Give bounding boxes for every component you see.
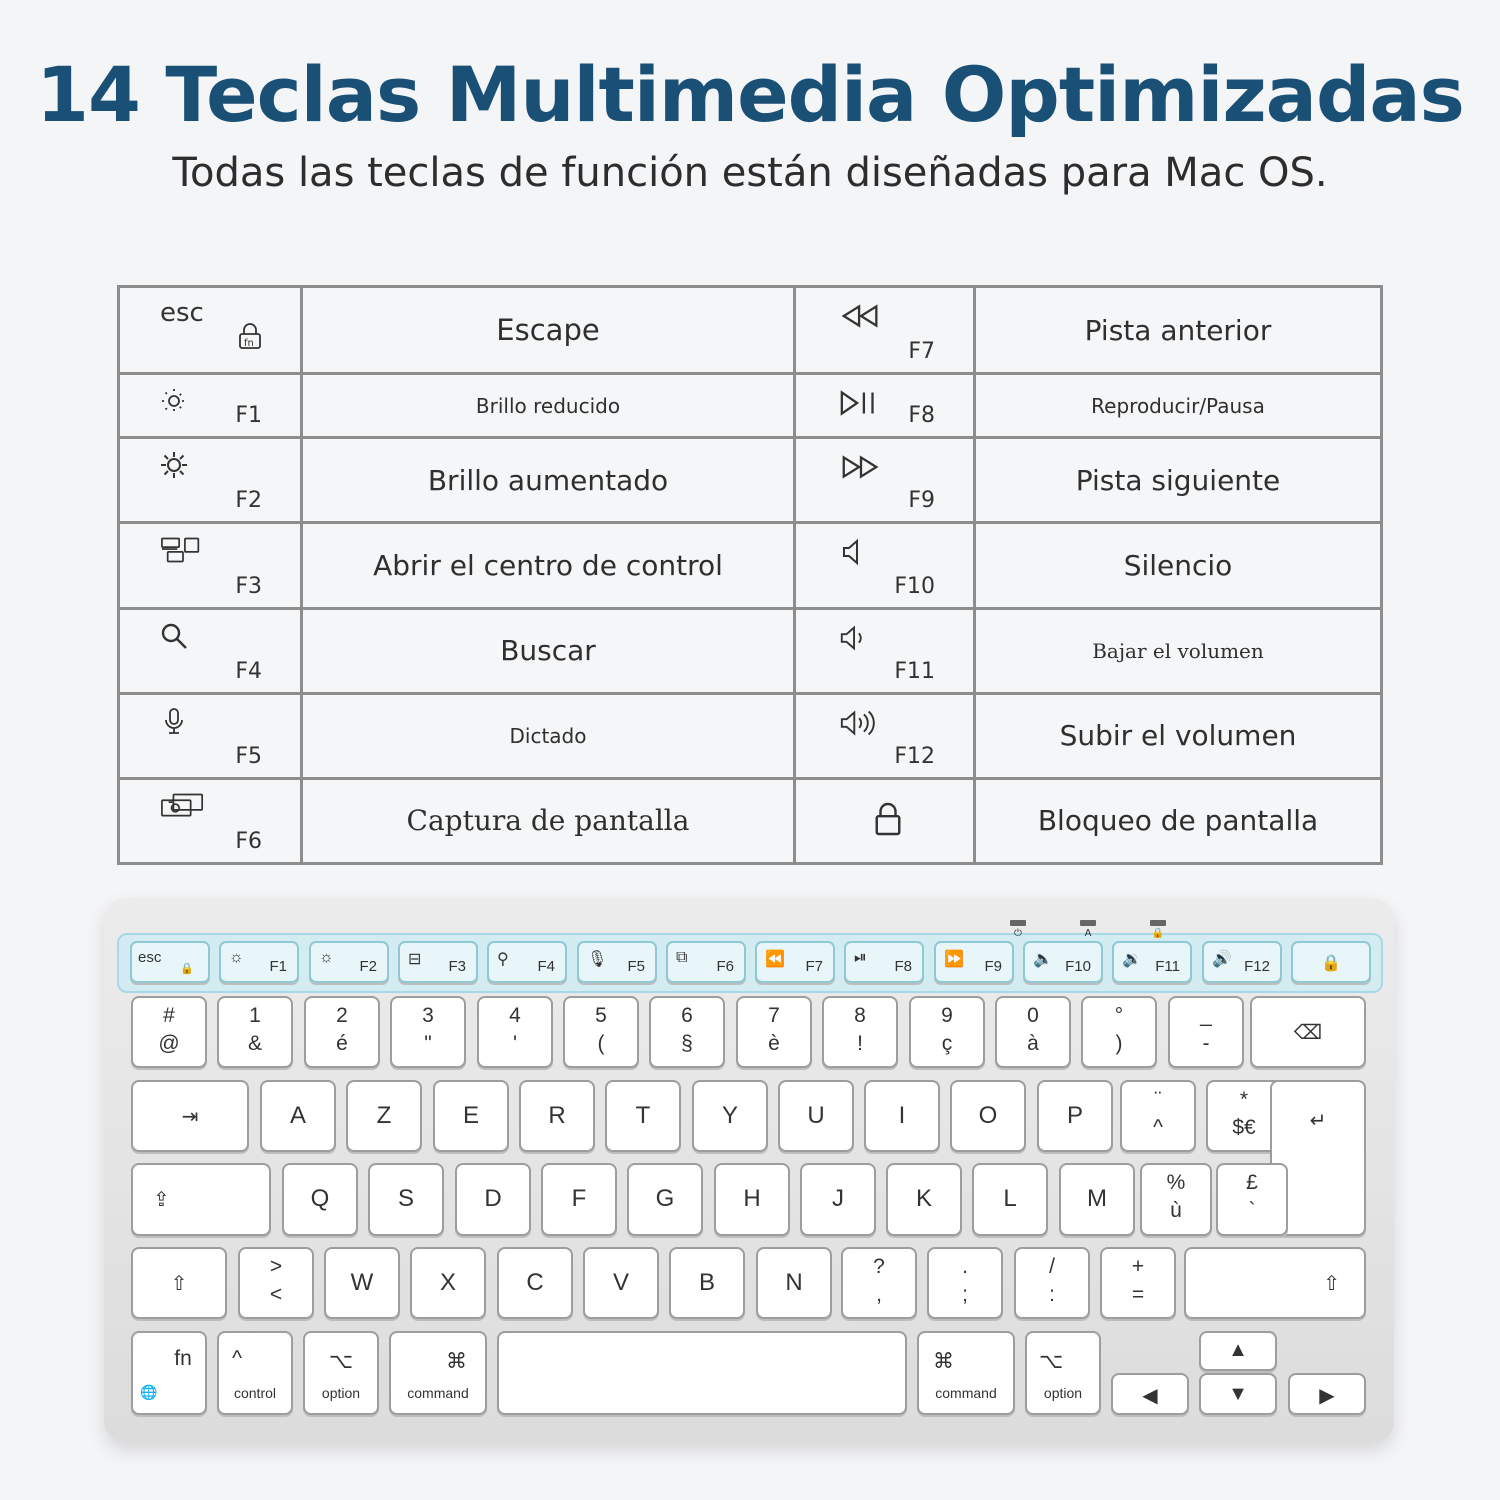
key-bottom-char: < <box>269 1283 283 1306</box>
key-U[interactable] <box>778 1080 854 1152</box>
key-label: F12 <box>894 743 935 769</box>
key-cell <box>119 778 302 863</box>
key-N[interactable] <box>756 1247 832 1319</box>
function-key-label: esc <box>138 949 162 966</box>
status-led <box>1150 920 1166 926</box>
function-key-label: F11 <box>1155 958 1180 975</box>
function-key-icon: ⊟ <box>408 951 422 968</box>
key-char: V <box>612 1269 629 1296</box>
function-key-label: F10 <box>1065 958 1091 975</box>
command-key-right[interactable] <box>917 1331 1015 1415</box>
description-text: Bloqueo de pantalla <box>1037 804 1319 838</box>
key-char: L <box>1003 1185 1017 1212</box>
key-less-greater[interactable] <box>238 1247 314 1319</box>
brightness-up-icon <box>160 451 188 479</box>
description-text: Silencio <box>1123 549 1233 583</box>
key-char: O <box>978 1102 998 1129</box>
function-key-icon: ⏪ <box>765 951 785 968</box>
key-top-char: 8 <box>854 1004 866 1027</box>
key-cell <box>119 523 302 608</box>
key-top-char: 0 <box>1027 1004 1039 1027</box>
function-table-row <box>119 438 1382 523</box>
key-D[interactable] <box>455 1163 531 1236</box>
description-text: Abrir el centro de control <box>373 549 723 583</box>
function-description <box>302 374 795 438</box>
key-char: C <box>526 1269 544 1296</box>
function-description <box>975 608 1382 693</box>
key-cell <box>795 523 975 608</box>
key-3[interactable] <box>390 996 466 1068</box>
status-led-label: 🔒 <box>1151 928 1165 939</box>
control-center-icon <box>160 536 188 564</box>
key-cell <box>119 374 302 438</box>
key-char: M <box>1087 1185 1107 1212</box>
fast-forward-icon <box>838 453 870 481</box>
description-text: Captura de pantalla <box>406 804 690 838</box>
command-label: command <box>935 1385 997 1401</box>
function-key-F3[interactable] <box>398 941 478 983</box>
key-label: F6 <box>235 829 262 854</box>
fn-label: fn <box>174 1347 192 1370</box>
key-top-char: 1 <box>249 1004 261 1027</box>
option-key[interactable] <box>303 1331 379 1415</box>
arrow-down-key[interactable] <box>1199 1373 1277 1415</box>
key-bottom-char: = <box>1131 1283 1145 1306</box>
description-text: Brillo reducido <box>475 393 621 418</box>
key-J[interactable] <box>800 1163 876 1236</box>
caps-lock-key[interactable] <box>131 1163 271 1236</box>
key-5[interactable] <box>563 996 639 1068</box>
key-char: H <box>743 1185 761 1212</box>
key-°[interactable] <box>1081 996 1157 1068</box>
fn-key[interactable] <box>131 1331 207 1415</box>
function-key-icon: ☼ <box>229 949 244 966</box>
key-char: U <box>807 1102 825 1129</box>
function-key-F10[interactable] <box>1023 941 1103 983</box>
function-description <box>975 523 1382 608</box>
key-bottom-char: ) <box>1115 1032 1123 1055</box>
function-key-F4[interactable] <box>487 941 567 983</box>
key-char: X <box>439 1269 456 1296</box>
key-R[interactable] <box>519 1080 595 1152</box>
key-top-char: # <box>163 1004 175 1027</box>
function-description <box>302 778 795 863</box>
key-7[interactable] <box>736 996 812 1068</box>
description-text: Brillo aumentado <box>427 463 669 497</box>
key-label: F10 <box>894 573 935 599</box>
control-icon: ^ <box>232 1347 242 1370</box>
option-icon: ⌥ <box>328 1350 354 1373</box>
key-top-char: 4 <box>509 1004 521 1027</box>
description-text: Subir el volumen <box>1059 719 1297 753</box>
key-cell <box>119 608 302 693</box>
function-key-icon: 🔉 <box>1122 951 1142 968</box>
key-bottom-char: " <box>424 1032 432 1055</box>
key-bottom-char: ; <box>962 1283 968 1306</box>
left-shift-key[interactable] <box>131 1247 227 1319</box>
key-char: Y <box>721 1102 738 1129</box>
key-char: Z <box>376 1102 392 1129</box>
function-key-label: F5 <box>627 958 645 975</box>
function-description <box>302 693 795 778</box>
arrow-left-icon: ◀ <box>1142 1385 1158 1407</box>
key-cell <box>119 287 302 374</box>
key-top-char: £ <box>1246 1171 1258 1194</box>
key-bottom-char: ç <box>941 1032 953 1055</box>
function-key-icon: 🔒 <box>1321 955 1341 972</box>
function-key-label: F6 <box>716 958 734 975</box>
function-description <box>975 778 1382 863</box>
backspace-key[interactable] <box>1250 996 1366 1068</box>
key-label: esc <box>160 298 204 328</box>
function-key-label: F9 <box>984 958 1002 975</box>
caps-lock-icon: ⇪ <box>153 1189 170 1211</box>
key-label: F11 <box>894 658 935 684</box>
description-text: Buscar <box>500 634 596 668</box>
command-icon: ⌘ <box>446 1350 467 1373</box>
key-label: F2 <box>235 488 262 514</box>
function-table-row <box>119 608 1382 693</box>
key-top-char: . <box>962 1255 968 1278</box>
command-label: command <box>407 1385 469 1401</box>
key-Q[interactable] <box>282 1163 358 1236</box>
key-bottom-char: & <box>247 1032 262 1055</box>
brightness-down-icon <box>160 387 188 415</box>
key-cell <box>119 693 302 778</box>
function-key-label: F2 <box>359 958 377 975</box>
key-bottom-char: @ <box>158 1032 180 1055</box>
search-icon <box>160 622 188 650</box>
key-W[interactable] <box>324 1247 400 1319</box>
space-bar[interactable] <box>497 1331 907 1415</box>
key-Z[interactable] <box>346 1080 422 1152</box>
description-text: Pista anterior <box>1084 313 1272 347</box>
function-key-icon: 🔈 <box>1033 951 1053 968</box>
key-cell <box>795 438 975 523</box>
key-top-char: % <box>1166 1171 1186 1194</box>
description-text: Pista siguiente <box>1075 463 1281 497</box>
key-char: G <box>655 1185 675 1212</box>
function-description <box>302 287 795 374</box>
key-6[interactable] <box>649 996 725 1068</box>
control-label: control <box>233 1385 277 1401</box>
key-^[interactable] <box>1120 1080 1196 1152</box>
option-label: option <box>1043 1385 1083 1401</box>
function-key-F7[interactable] <box>755 941 835 983</box>
arrow-up-key[interactable] <box>1199 1331 1277 1371</box>
key-F[interactable] <box>541 1163 617 1236</box>
key-top-char: 6 <box>681 1004 693 1027</box>
key-cell <box>795 778 975 863</box>
function-description <box>302 523 795 608</box>
function-key-F8[interactable] <box>844 941 924 983</box>
key-bottom-char: : <box>1049 1283 1055 1306</box>
key-char: A <box>289 1102 306 1129</box>
key-label: F5 <box>235 743 262 769</box>
key-label: F9 <box>908 488 935 514</box>
key-S[interactable] <box>368 1163 444 1236</box>
key-top-char: ¨ <box>1154 1088 1162 1111</box>
function-key-lock[interactable] <box>1291 941 1371 983</box>
key-char: E <box>462 1102 479 1129</box>
volume-down-icon <box>838 624 870 652</box>
screenshot-icon <box>160 792 188 820</box>
key-char: W <box>350 1269 374 1296</box>
key-cell <box>119 438 302 523</box>
key-top-char: + <box>1131 1255 1145 1278</box>
key-9[interactable] <box>909 996 985 1068</box>
key-top-char: * <box>1239 1088 1249 1111</box>
function-description <box>302 438 795 523</box>
right-shift-key[interactable] <box>1184 1247 1366 1319</box>
key-bottom-char: - <box>1202 1032 1210 1055</box>
function-row-highlight <box>117 933 1383 993</box>
key-bottom-char: ! <box>857 1032 863 1055</box>
key-char: P <box>1066 1102 1083 1129</box>
key-bottom-char: ' <box>512 1032 517 1055</box>
arrow-right-icon: ▶ <box>1319 1385 1335 1407</box>
status-led-label: A <box>1084 928 1092 939</box>
tab-key[interactable] <box>131 1080 249 1152</box>
key-top-char: ? <box>873 1255 885 1278</box>
key-B[interactable] <box>669 1247 745 1319</box>
key-V[interactable] <box>583 1247 659 1319</box>
arrow-up-icon: ▲ <box>1228 1339 1248 1361</box>
tab-icon: ⇥ <box>181 1106 199 1128</box>
command-key[interactable] <box>389 1331 487 1415</box>
key-I[interactable] <box>864 1080 940 1152</box>
function-key-label: F8 <box>894 958 912 975</box>
function-key-F11[interactable] <box>1112 941 1192 983</box>
key-H[interactable] <box>714 1163 790 1236</box>
key-8[interactable] <box>822 996 898 1068</box>
key-label: F4 <box>235 658 262 684</box>
key-top-char: _ <box>1200 1004 1212 1027</box>
function-key-esc[interactable] <box>130 941 210 983</box>
key-top-char: 3 <box>422 1004 434 1027</box>
key-cell <box>795 374 975 438</box>
function-description <box>975 374 1382 438</box>
arrow-left-key[interactable] <box>1111 1373 1189 1415</box>
key-char: N <box>785 1269 803 1296</box>
control-key[interactable] <box>217 1331 293 1415</box>
function-table-row <box>119 778 1382 863</box>
key-char: D <box>484 1185 502 1212</box>
key-bottom-char: ( <box>597 1032 605 1055</box>
description-text: Reproducir/Pausa <box>1091 393 1265 418</box>
key-1[interactable] <box>217 996 293 1068</box>
key-top-char: 9 <box>941 1004 953 1027</box>
function-key-label: F3 <box>448 958 466 975</box>
key-char: J <box>832 1185 844 1212</box>
key-char: B <box>698 1269 715 1296</box>
arrow-right-key[interactable] <box>1288 1373 1366 1415</box>
shift-icon: ⇧ <box>170 1273 188 1295</box>
key-bottom-char: ù <box>1170 1199 1182 1222</box>
lock-fn-icon <box>236 322 264 350</box>
lock-icon <box>872 802 904 830</box>
function-key-label: F4 <box>537 958 555 975</box>
key-bottom-char: $€ <box>1232 1116 1256 1139</box>
description-text: Bajar el volumen <box>1092 638 1264 663</box>
arrow-down-icon: ▼ <box>1228 1383 1248 1405</box>
mute-icon <box>838 538 870 566</box>
function-table-row <box>119 374 1382 438</box>
key-top-char: 5 <box>595 1004 607 1027</box>
key-X[interactable] <box>410 1247 486 1319</box>
volume-up-icon <box>838 709 870 737</box>
key-L[interactable] <box>972 1163 1048 1236</box>
enter-icon: ↵ <box>1309 1110 1327 1132</box>
function-description <box>975 438 1382 523</box>
function-key-label: F1 <box>269 958 287 975</box>
key-punct[interactable] <box>927 1247 1003 1319</box>
key-0[interactable] <box>995 996 1071 1068</box>
key-top-char: ° <box>1114 1004 1124 1027</box>
key-cell <box>795 608 975 693</box>
function-key-icon: ⏯ <box>854 949 867 966</box>
key-char: S <box>397 1185 414 1212</box>
key-label: F8 <box>908 403 935 429</box>
key-top-char: 7 <box>768 1004 780 1027</box>
page-title: 14 Teclas Multimedia Optimizadas <box>36 50 1464 139</box>
option-label: option <box>321 1385 361 1401</box>
key-punct[interactable] <box>841 1247 917 1319</box>
function-table-row <box>119 693 1382 778</box>
function-key-table <box>117 285 1383 865</box>
key-label: F3 <box>235 573 262 599</box>
description-text: Dictado <box>509 723 587 748</box>
function-table-row <box>119 523 1382 608</box>
play-pause-icon <box>838 389 870 417</box>
key-cell <box>795 693 975 778</box>
key-E[interactable] <box>433 1080 509 1152</box>
key-K[interactable] <box>886 1163 962 1236</box>
function-table-row <box>119 287 1382 374</box>
function-key-icon: ⚲ <box>497 951 509 968</box>
key-G[interactable] <box>627 1163 703 1236</box>
option-icon: ⌥ <box>1039 1350 1064 1373</box>
key-char: R <box>548 1102 566 1129</box>
function-description <box>975 287 1382 374</box>
function-key-F6[interactable] <box>666 941 746 983</box>
key-punct[interactable] <box>1100 1247 1176 1319</box>
key-label: F1 <box>235 403 262 429</box>
key-bottom-char: à <box>1027 1032 1039 1055</box>
key-bottom-char: , <box>876 1283 882 1306</box>
function-key-icon: 🔒 <box>180 963 194 975</box>
function-key-icon: ⧉ <box>676 949 688 966</box>
function-description <box>975 693 1382 778</box>
command-icon: ⌘ <box>933 1350 954 1373</box>
key-#[interactable] <box>131 996 207 1068</box>
key-char: F <box>571 1185 587 1212</box>
key-top-char: / <box>1049 1255 1055 1278</box>
key-top-char: > <box>269 1255 283 1278</box>
backspace-icon: ⌫ <box>1293 1022 1323 1044</box>
key-punct[interactable] <box>1014 1247 1090 1319</box>
key-T[interactable] <box>605 1080 681 1152</box>
status-led-label: ⏻ <box>1014 928 1022 939</box>
page-subtitle: Todas las teclas de función están diseñadas para Mac OS. <box>172 150 1328 196</box>
key-2[interactable] <box>304 996 380 1068</box>
description-text: Escape <box>496 313 600 348</box>
key-label: F7 <box>908 339 935 365</box>
key-char: I <box>898 1102 906 1129</box>
key-bottom-char: ^ <box>1153 1116 1163 1139</box>
key-O[interactable] <box>950 1080 1026 1152</box>
function-key-icon: 🎙 <box>587 951 608 968</box>
status-led <box>1010 920 1026 926</box>
rewind-icon <box>838 302 870 330</box>
status-led <box>1080 920 1096 926</box>
key-Y[interactable] <box>692 1080 768 1152</box>
function-key-F2[interactable] <box>309 941 389 983</box>
key-4[interactable] <box>477 996 553 1068</box>
key-bottom-char: é <box>336 1032 348 1055</box>
key-char: Q <box>310 1185 330 1212</box>
key-bottom-char: ` <box>1248 1199 1256 1222</box>
key-A[interactable] <box>260 1080 336 1152</box>
option-key-right[interactable] <box>1025 1331 1101 1415</box>
microphone-icon <box>160 707 188 735</box>
key-bottom-char: è <box>768 1032 780 1055</box>
function-key-label: F12 <box>1244 958 1270 975</box>
key-ù[interactable] <box>1140 1163 1212 1236</box>
function-key-F5[interactable] <box>577 941 657 983</box>
key-top-char: 2 <box>336 1004 348 1027</box>
function-key-icon: 🔊 <box>1212 951 1232 968</box>
key-char: T <box>635 1102 651 1129</box>
globe-icon: 🌐 <box>140 1384 158 1400</box>
key-P[interactable] <box>1037 1080 1113 1152</box>
key-bottom-char: § <box>681 1032 693 1055</box>
function-key-F1[interactable] <box>219 941 299 983</box>
key-M[interactable] <box>1059 1163 1135 1236</box>
svg-text:fn: fn <box>244 338 254 349</box>
key-char: K <box>915 1185 932 1212</box>
function-key-F12[interactable] <box>1202 941 1282 983</box>
shift-icon: ⇧ <box>1323 1273 1340 1295</box>
key-`[interactable] <box>1216 1163 1288 1236</box>
key-C[interactable] <box>497 1247 573 1319</box>
function-key-icon: ⏩ <box>944 951 964 968</box>
function-key-icon: ☼ <box>319 949 334 966</box>
key-cell <box>795 287 975 374</box>
function-key-F9[interactable] <box>934 941 1014 983</box>
key-_[interactable] <box>1168 996 1244 1068</box>
function-key-label: F7 <box>805 958 823 975</box>
function-description <box>302 608 795 693</box>
